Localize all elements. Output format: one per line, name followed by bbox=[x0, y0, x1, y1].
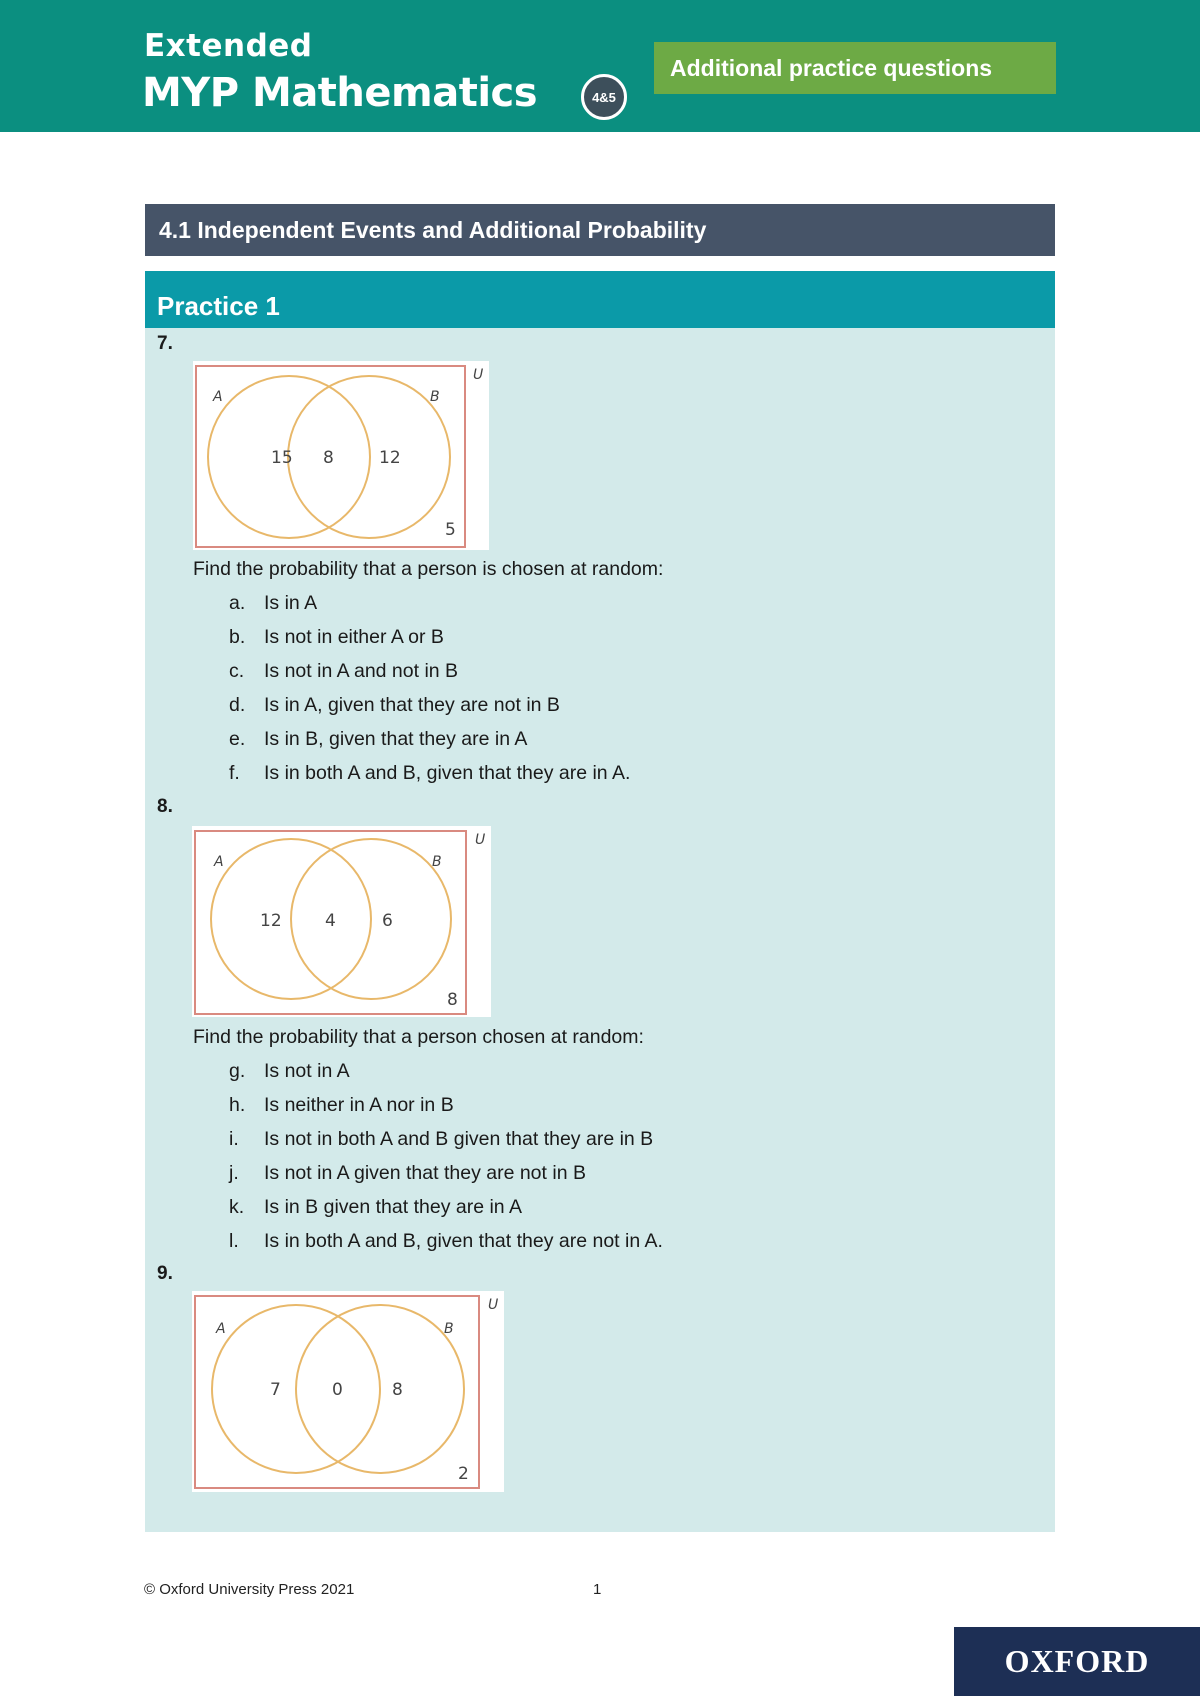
part-letter: l. bbox=[229, 1230, 239, 1252]
part-letter: g. bbox=[229, 1060, 246, 1082]
set-a-label: A bbox=[214, 854, 224, 870]
part-letter: c. bbox=[229, 660, 245, 682]
part-letter: k. bbox=[229, 1196, 245, 1218]
part-text: Is in both A and B, given that they are in A. bbox=[264, 762, 631, 784]
part-letter: b. bbox=[229, 626, 246, 648]
only-a-value: 7 bbox=[270, 1380, 281, 1400]
part-text: Is not in A and not in B bbox=[264, 660, 459, 682]
set-b-label: B bbox=[430, 389, 440, 405]
part-text: Is not in both A and B given that they are in B bbox=[264, 1128, 654, 1150]
list-item bbox=[229, 586, 630, 620]
set-a-label: A bbox=[213, 389, 223, 405]
list-item bbox=[229, 1122, 663, 1156]
question-parts-list bbox=[229, 586, 630, 790]
copyright-notice: © Oxford University Press 2021 bbox=[144, 1581, 355, 1598]
only-b-value: 12 bbox=[379, 448, 401, 468]
level-badge: 4&5 bbox=[581, 74, 627, 120]
part-text: Is neither in A nor in B bbox=[264, 1094, 454, 1116]
venn-diagram bbox=[193, 361, 489, 550]
publisher-logo: OXFORD bbox=[954, 1627, 1200, 1696]
list-item bbox=[229, 1224, 663, 1258]
part-letter: a. bbox=[229, 592, 246, 614]
question-prompt: Find the probability that a person chosen at random: bbox=[193, 1026, 644, 1048]
venn-diagram bbox=[192, 826, 491, 1017]
set-b-label: B bbox=[444, 1321, 454, 1337]
page-number: 1 bbox=[593, 1581, 602, 1598]
additional-practice-tag: Additional practice questions bbox=[654, 42, 1056, 94]
only-b-value: 8 bbox=[392, 1380, 403, 1400]
outside-value: 8 bbox=[447, 990, 458, 1010]
part-letter: h. bbox=[229, 1094, 246, 1116]
set-b-label: B bbox=[432, 854, 442, 870]
part-text: Is not in A given that they are not in B bbox=[264, 1162, 586, 1184]
list-item bbox=[229, 620, 630, 654]
question-number: 7. bbox=[157, 333, 173, 354]
list-item bbox=[229, 688, 630, 722]
universal-label: U bbox=[473, 367, 484, 383]
list-item bbox=[229, 1054, 663, 1088]
universal-label: U bbox=[475, 832, 486, 848]
section-title: 4.1 Independent Events and Additional Probability bbox=[145, 204, 1055, 256]
part-text: Is in both A and B, given that they are not in A. bbox=[264, 1230, 663, 1252]
part-text: Is in A, given that they are not in B bbox=[264, 694, 560, 716]
part-text: Is not in either A or B bbox=[264, 626, 444, 648]
part-text: Is in B, given that they are in A bbox=[264, 728, 528, 750]
list-item bbox=[229, 654, 630, 688]
question-number: 8. bbox=[157, 796, 173, 817]
intersection-value: 4 bbox=[325, 911, 336, 931]
outside-value: 2 bbox=[458, 1464, 469, 1484]
question-prompt: Find the probability that a person is chosen at random: bbox=[193, 558, 664, 580]
question-parts-list bbox=[229, 1054, 663, 1258]
part-letter: e. bbox=[229, 728, 246, 750]
only-a-value: 12 bbox=[260, 911, 282, 931]
intersection-value: 8 bbox=[323, 448, 334, 468]
brand-line-title: MYP Mathematics bbox=[142, 70, 538, 116]
list-item bbox=[229, 1156, 663, 1190]
part-letter: d. bbox=[229, 694, 246, 716]
question-number: 9. bbox=[157, 1263, 173, 1284]
intersection-value: 0 bbox=[332, 1380, 343, 1400]
part-text: Is in B given that they are in A bbox=[264, 1196, 522, 1218]
part-letter: f. bbox=[229, 762, 240, 784]
list-item bbox=[229, 722, 630, 756]
outside-value: 5 bbox=[445, 520, 456, 540]
list-item bbox=[229, 756, 630, 790]
set-a-label: A bbox=[216, 1321, 226, 1337]
practice-panel bbox=[145, 271, 1055, 1532]
only-b-value: 6 bbox=[382, 911, 393, 931]
part-text: Is in A bbox=[264, 592, 318, 614]
part-letter: i. bbox=[229, 1128, 239, 1150]
list-item bbox=[229, 1190, 663, 1224]
header-band bbox=[0, 0, 1200, 132]
venn-diagram bbox=[192, 1291, 504, 1492]
brand-line-extended: Extended bbox=[144, 28, 313, 64]
part-text: Is not in A bbox=[264, 1060, 350, 1082]
part-letter: j. bbox=[229, 1162, 239, 1184]
only-a-value: 15 bbox=[271, 448, 293, 468]
practice-heading: Practice 1 bbox=[145, 271, 1055, 328]
universal-label: U bbox=[488, 1297, 499, 1313]
list-item bbox=[229, 1088, 663, 1122]
